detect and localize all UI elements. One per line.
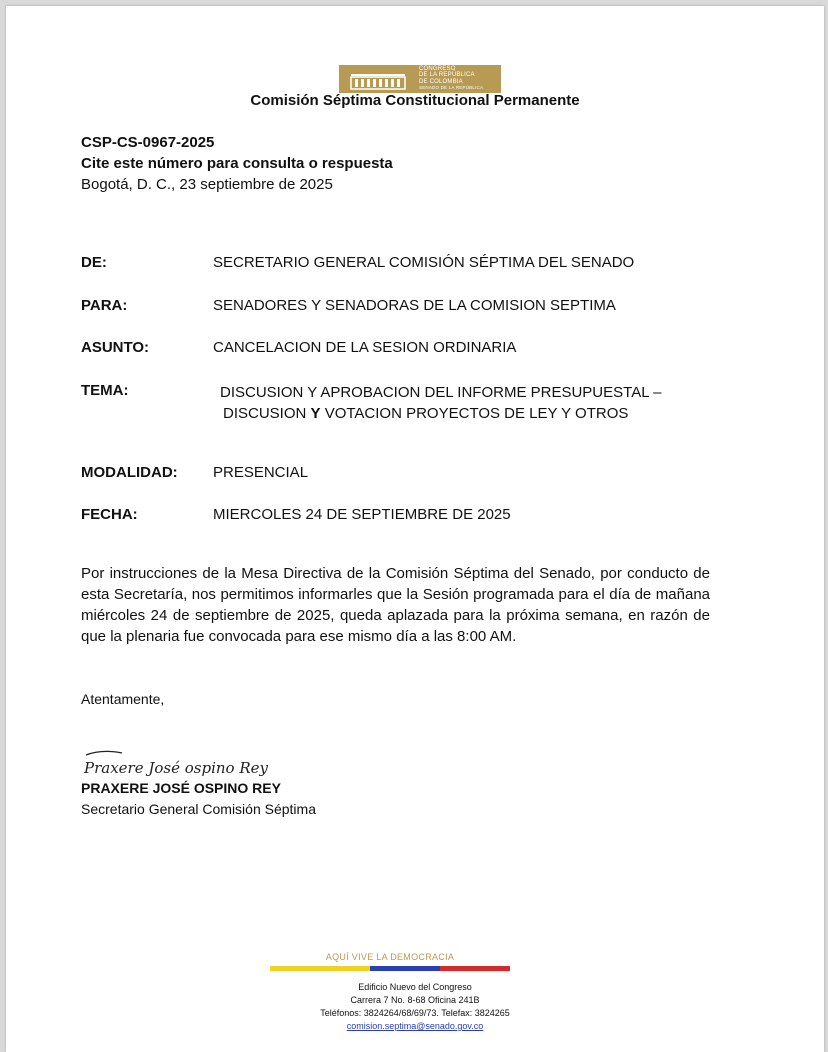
logo-line: SENADO DE LA REPÚBLICA — [419, 84, 484, 90]
body-paragraph: Por instrucciones de la Mesa Directiva de la Comisión Séptima del Senado, por conducto de esta Secretaría, nos permitimos informarles que la Sesión programada para el día de mañana miércoles 24 de septiembre de 2025, queda aplazada para la próxima semana, en razón de que la plenaria fue convocada para ese mismo día a las 8:00 AM. — [81, 565, 710, 645]
footer-address — [6, 981, 824, 1033]
capitol-building-icon — [349, 69, 407, 91]
logo-line: CONGRESO — [419, 66, 456, 72]
footer-slogan: AQUÍ VIVE LA DEMOCRACIA — [325, 952, 455, 962]
reference-code: CSP-CS-0967-2025 — [81, 134, 215, 151]
tema-line-2-a: DISCUSION — [223, 405, 311, 422]
reference-cite: Cite este número para consulta o respuesta — [81, 155, 393, 172]
footer-email-link[interactable]: comision.septima@senado.gov.co — [346, 1021, 484, 1031]
signer-role: Secretario General Comisión Séptima — [81, 801, 316, 817]
field-value-para: SENADORES Y SENADORAS DE LA COMISION SEPTIMA — [213, 297, 616, 314]
tema-line-1: DISCUSION Y APROBACION DEL INFORME PRESUPUESTAL – — [220, 384, 662, 401]
tema-line-2-c: VOTACION PROYECTOS DE LEY Y OTROS — [320, 405, 629, 422]
handwritten-signature — [82, 743, 282, 783]
flag-stripe — [270, 966, 510, 971]
logo-line: DE LA REPÚBLICA — [419, 72, 475, 79]
field-value-de: SECRETARIO GENERAL COMISIÓN SÉPTIMA DEL SENADO — [213, 254, 635, 271]
footer-line-1: Edificio Nuevo del Congreso — [358, 982, 472, 992]
signature-text: Praxere José ospino Rey — [84, 759, 268, 777]
field-label-de: DE: — [81, 254, 107, 271]
field-label-modalidad: MODALIDAD: — [81, 464, 178, 481]
congress-logo — [339, 58, 501, 96]
signer-name: PRAXERE JOSÉ OSPINO REY — [81, 780, 281, 796]
footer-line-3: Teléfonos: 3824264/68/69/73. Telefax: 3824265 — [320, 1008, 510, 1018]
commission-title: Comisión Séptima Constitucional Permanente — [250, 92, 580, 109]
field-value-modalidad: PRESENCIAL — [213, 464, 309, 481]
flag-red — [440, 966, 510, 971]
place-date: Bogotá, D. C., 23 septiembre de 2025 — [81, 176, 333, 193]
field-label-asunto: ASUNTO: — [81, 339, 150, 356]
field-label-fecha: FECHA: — [81, 506, 138, 523]
document-page — [6, 6, 824, 1052]
field-label-para: PARA: — [81, 297, 128, 314]
flag-blue — [370, 966, 440, 971]
logo-line: DE COLOMBIA — [419, 78, 463, 85]
field-value-asunto: CANCELACION DE LA SESION ORDINARIA — [213, 339, 517, 356]
logo-text — [419, 66, 483, 91]
closing: Atentamente, — [81, 691, 165, 707]
tema-line-2-b: Y — [310, 405, 321, 422]
reference-block — [81, 132, 393, 195]
field-label-tema: TEMA: — [81, 382, 129, 399]
tema-line-2 — [220, 403, 662, 424]
flag-yellow — [270, 966, 370, 971]
field-value-fecha: MIERCOLES 24 DE SEPTIEMBRE DE 2025 — [213, 506, 511, 523]
logo-banner — [339, 65, 501, 93]
footer-line-2: Carrera 7 No. 8-68 Oficina 241B — [350, 995, 480, 1005]
field-value-tema — [220, 382, 662, 424]
